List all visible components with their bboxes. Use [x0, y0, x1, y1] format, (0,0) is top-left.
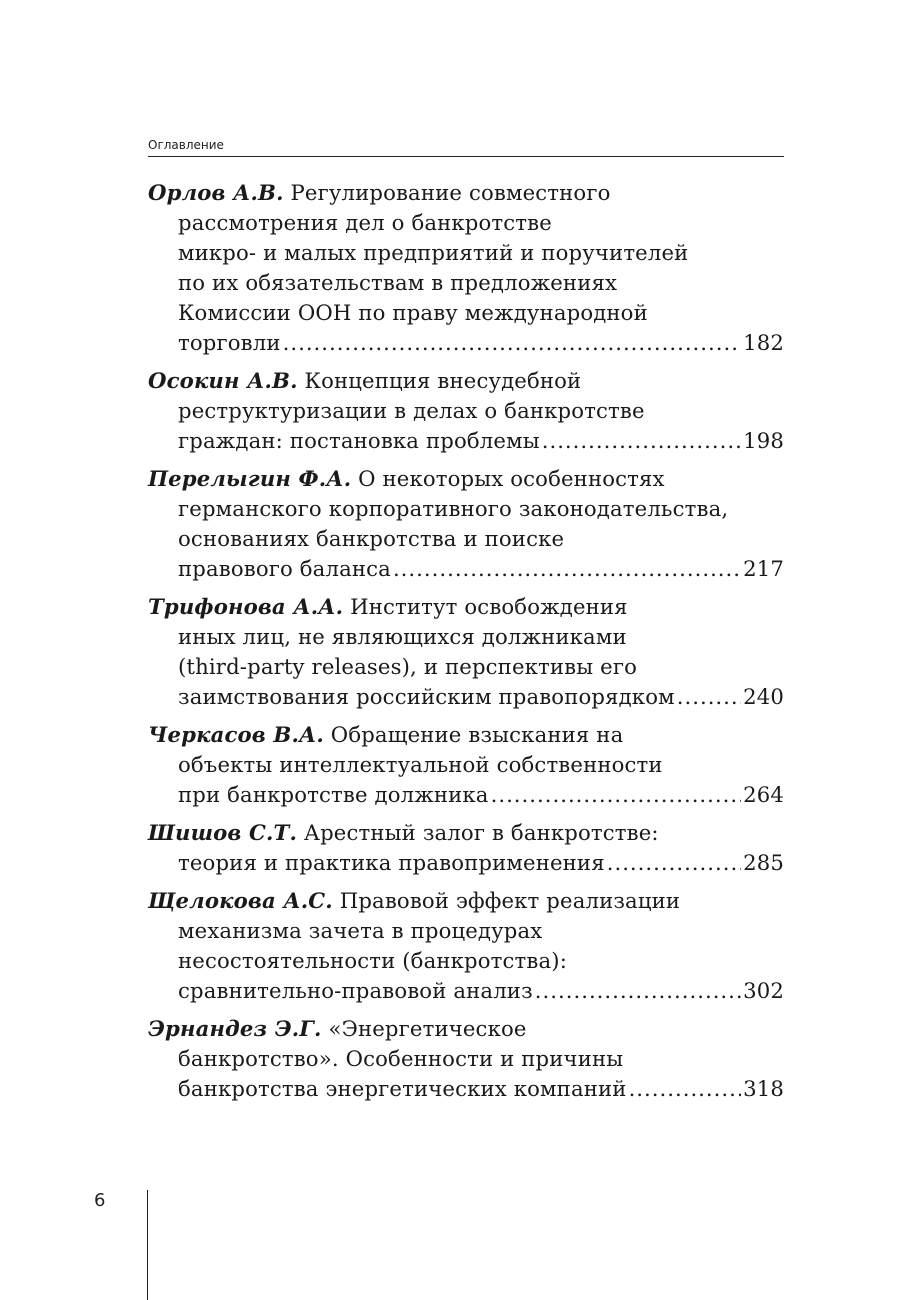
- entry-title-line: заимствования российским правопорядком: [178, 684, 675, 709]
- entry-title: Концепция внесудебной: [304, 368, 582, 393]
- toc-entry[interactable]: [148, 818, 784, 878]
- entry-title: Институт освобождения: [350, 594, 628, 619]
- entry-title-line: микро- и малых предприятий и поручителей: [178, 240, 689, 265]
- entry-page-number: 217: [743, 556, 784, 581]
- entry-title-line: торговли: [178, 330, 281, 355]
- entry-page-number: 318: [743, 1076, 784, 1101]
- entry-page-number: 198: [743, 428, 784, 453]
- entry-last-line: [148, 976, 784, 1006]
- entry-title-line: иных лиц, не являющихся должниками: [178, 624, 627, 649]
- entry-author: Шишов С.Т.: [148, 820, 297, 845]
- entry-page-number: 302: [743, 978, 784, 1003]
- toc-entry[interactable]: [148, 366, 784, 456]
- entry-title-line: теория и практика правоприменения: [178, 850, 605, 875]
- table-of-contents: [148, 178, 784, 1112]
- entry-title-line: по их обязательствам в предложениях: [178, 270, 618, 295]
- entry-author: Перелыгин Ф.А.: [148, 466, 352, 491]
- entry-title-line: объекты интеллектуальной собственности: [178, 752, 663, 777]
- toc-entry[interactable]: [148, 592, 784, 712]
- toc-entry[interactable]: [148, 464, 784, 584]
- entry-page-number: 264: [743, 782, 784, 807]
- dot-leader: [393, 554, 741, 584]
- toc-entry-first-line: [148, 464, 784, 494]
- dot-leader: [283, 328, 742, 358]
- dot-leader: [629, 1074, 742, 1104]
- toc-entry[interactable]: [148, 720, 784, 810]
- entry-title-line: при банкротстве должника: [178, 782, 489, 807]
- entry-title: «Энергетическое: [328, 1016, 527, 1041]
- toc-entry-first-line: [148, 720, 784, 750]
- entry-title-line: основаниях банкротства и поиске: [178, 526, 565, 551]
- entry-title-line: германского корпоративного законодательства,: [178, 496, 729, 521]
- entry-author: Черкасов В.А.: [148, 722, 324, 747]
- entry-title: Арестный залог в банкротстве:: [303, 820, 659, 845]
- toc-entry-first-line: [148, 366, 784, 396]
- entry-author: Трифонова А.А.: [148, 594, 344, 619]
- dot-leader: [491, 780, 742, 810]
- entry-last-line: [148, 328, 784, 358]
- entry-last-line: [148, 848, 784, 878]
- entry-title-line: Комиссии ООН по праву международной: [178, 300, 648, 325]
- toc-entry-first-line: [148, 886, 784, 916]
- entry-title: О некоторых особенностях: [358, 466, 665, 491]
- entry-title: Обращение взыскания на: [330, 722, 624, 747]
- entry-last-line: [148, 780, 784, 810]
- entry-author: Осокин А.В.: [148, 368, 298, 393]
- page-number: 6: [94, 1190, 106, 1211]
- dot-leader: [677, 682, 741, 712]
- running-header: Оглавление: [148, 138, 784, 157]
- margin-rule: [147, 1190, 148, 1300]
- entry-title-line: граждан: постановка проблемы: [178, 428, 540, 453]
- toc-entry-first-line: [148, 818, 784, 848]
- entry-title-line: несостоятельности (банкротства):: [178, 948, 567, 973]
- entry-title-line: реструктуризации в делах о банкротстве: [178, 398, 645, 423]
- entry-author: Щелокова А.С.: [148, 888, 333, 913]
- toc-entry[interactable]: [148, 886, 784, 1006]
- entry-title-line: сравнительно-правовой анализ: [178, 978, 533, 1003]
- entry-last-line: [148, 554, 784, 584]
- entry-page-number: 285: [743, 850, 784, 875]
- entry-last-line: [148, 426, 784, 456]
- entry-title-line: банкротство». Особенности и причины: [178, 1046, 624, 1071]
- entry-page-number: 240: [743, 684, 784, 709]
- entry-title-line: механизма зачета в процедурах: [178, 918, 543, 943]
- toc-entry-first-line: [148, 592, 784, 622]
- entry-title: Правовой эффект реализации: [339, 888, 681, 913]
- entry-title: Регулирование совместного: [290, 180, 611, 205]
- toc-entry-first-line: [148, 1014, 784, 1044]
- entry-last-line: [148, 682, 784, 712]
- entry-author: Эрнандез Э.Г.: [148, 1016, 322, 1041]
- entry-title-line: (third-party releases), и перспективы его: [178, 654, 637, 679]
- dot-leader: [535, 976, 741, 1006]
- dot-leader: [542, 426, 741, 456]
- toc-entry[interactable]: [148, 1014, 784, 1104]
- toc-entry-first-line: [148, 178, 784, 208]
- entry-page-number: 182: [743, 330, 784, 355]
- entry-title-line: правового баланса: [178, 556, 391, 581]
- entry-title-line: рассмотрения дел о банкротстве: [178, 210, 552, 235]
- dot-leader: [607, 848, 741, 878]
- toc-entry[interactable]: [148, 178, 784, 358]
- entry-title-line: банкротства энергетических компаний: [178, 1076, 627, 1101]
- entry-last-line: [148, 1074, 784, 1104]
- entry-author: Орлов А.В.: [148, 180, 284, 205]
